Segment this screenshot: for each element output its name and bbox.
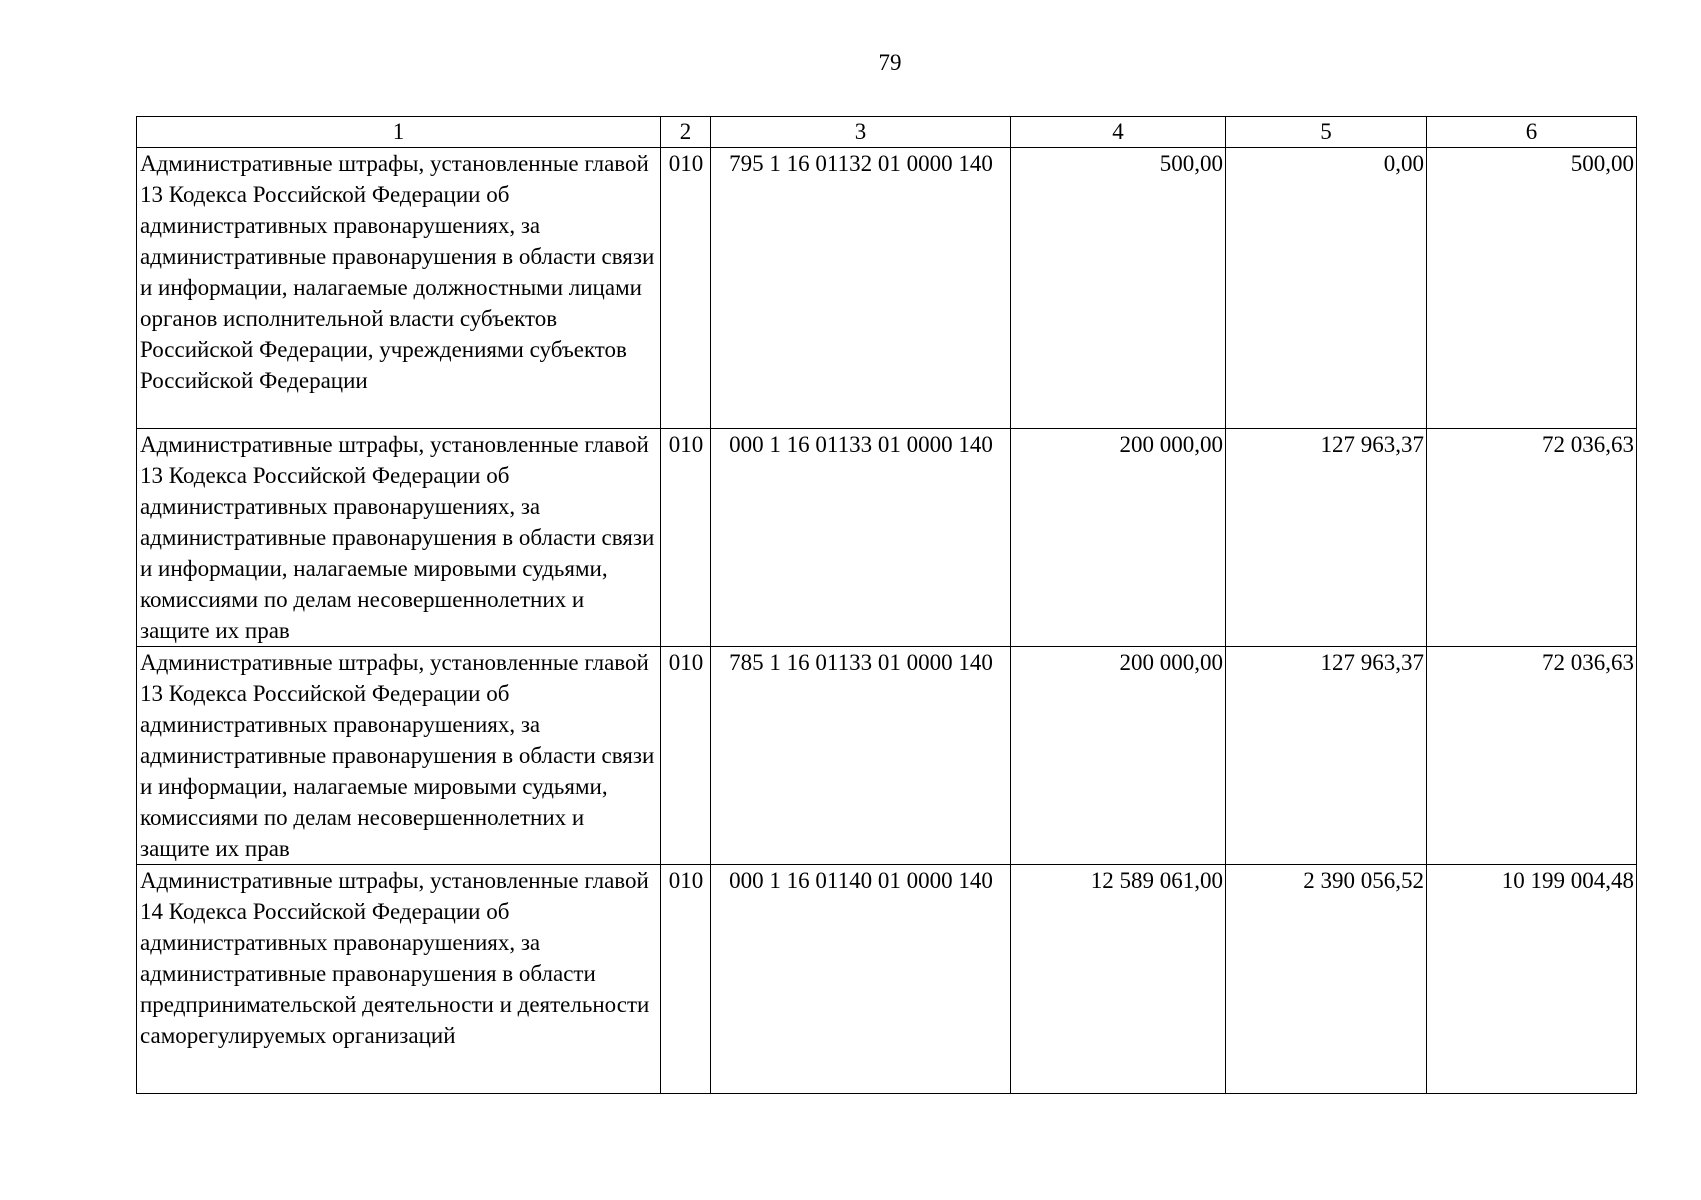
row-executed-amount: 0,00	[1226, 148, 1427, 429]
row-line-code: 010	[661, 429, 711, 647]
row-approved-amount: 200 000,00	[1011, 647, 1226, 865]
row-budget-code: 795 1 16 01132 01 0000 140	[711, 148, 1011, 429]
row-unexecuted-amount: 10 199 004,48	[1427, 865, 1637, 1094]
row-description: Административные штрафы, установленные главой 14 Кодекса Российской Федерации об административных правонарушениях, за административные правонарушения в области предпринимательской деятельности и деятельности саморегулируемых организаций	[137, 865, 661, 1094]
row-unexecuted-amount: 500,00	[1427, 148, 1637, 429]
table-row	[137, 647, 1637, 865]
row-description: Административные штрафы, установленные главой 13 Кодекса Российской Федерации об административных правонарушениях, за административные правонарушения в области связи и информации, налагаемые мировыми судьями, комиссиями по делам несовершеннолетних и защите их прав	[137, 429, 661, 647]
column-header-3: 3	[711, 117, 1011, 148]
row-executed-amount: 127 963,37	[1226, 429, 1427, 647]
column-header-5: 5	[1226, 117, 1427, 148]
row-approved-amount: 500,00	[1011, 148, 1226, 429]
row-budget-code: 000 1 16 01140 01 0000 140	[711, 865, 1011, 1094]
row-executed-amount: 127 963,37	[1226, 647, 1427, 865]
row-budget-code: 785 1 16 01133 01 0000 140	[711, 647, 1011, 865]
row-executed-amount: 2 390 056,52	[1226, 865, 1427, 1094]
column-header-2: 2	[661, 117, 711, 148]
row-line-code: 010	[661, 865, 711, 1094]
header-row	[137, 117, 1637, 148]
column-header-4: 4	[1011, 117, 1226, 148]
row-budget-code: 000 1 16 01133 01 0000 140	[711, 429, 1011, 647]
row-description: Административные штрафы, установленные главой 13 Кодекса Российской Федерации об административных правонарушениях, за административные правонарушения в области связи и информации, налагаемые мировыми судьями, комиссиями по делам несовершеннолетних и защите их прав	[137, 647, 661, 865]
column-header-1: 1	[137, 117, 661, 148]
row-unexecuted-amount: 72 036,63	[1427, 647, 1637, 865]
row-description: Административные штрафы, установленные главой 13 Кодекса Российской Федерации об административных правонарушениях, за административные правонарушения в области связи и информации, налагаемые должностными лицами органов исполнительной власти субъектов Российской Федерации, учреждениями субъектов Российской Федерации	[137, 148, 661, 429]
column-header-6: 6	[1427, 117, 1637, 148]
table-header	[137, 117, 1637, 148]
table-body	[137, 148, 1637, 1094]
row-approved-amount: 200 000,00	[1011, 429, 1226, 647]
row-line-code: 010	[661, 647, 711, 865]
table-row	[137, 429, 1637, 647]
row-unexecuted-amount: 72 036,63	[1427, 429, 1637, 647]
table-row	[137, 865, 1637, 1094]
row-line-code: 010	[661, 148, 711, 429]
page-number: 79	[878, 50, 902, 75]
row-approved-amount: 12 589 061,00	[1011, 865, 1226, 1094]
budget-table	[136, 116, 1637, 1094]
table-row	[137, 148, 1637, 429]
